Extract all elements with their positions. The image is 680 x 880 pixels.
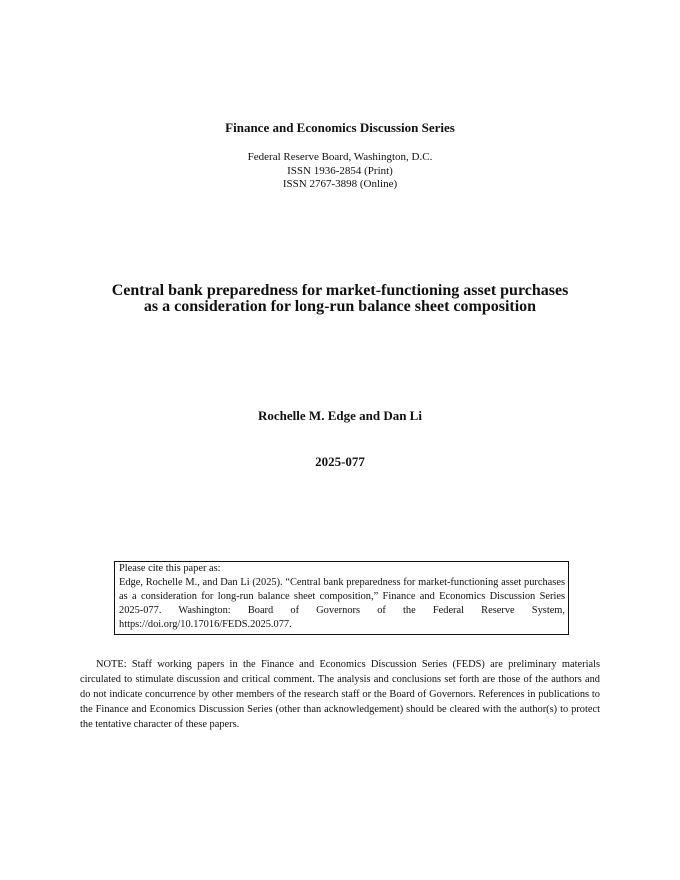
publication-info [0,151,680,192]
issn-print: ISSN 1936-2854 (Print) [287,164,393,177]
authors: Rochelle M. Edge and Dan Li [258,408,422,423]
paper-number: 2025-077 [315,454,365,469]
citation-intro: Please cite this paper as: [119,563,221,574]
publisher: Federal Reserve Board, Washington, D.C. [247,151,433,163]
paper-title-line-2: as a consideration for long-run balance sheet composition [143,298,537,315]
citation-box [114,561,569,635]
paper-title [0,283,680,315]
series-title: Finance and Economics Discussion Series [225,120,455,135]
issn-online: ISSN 2767-3898 (Online) [282,178,398,190]
paper-title-line-1: Central bank preparedness for market-functioning asset purchases [111,282,569,299]
citation-text: Edge, Rochelle M., and Dan Li (2025). “Central bank preparedness for market-functioning asset purchases as a consideration for long-run balance sheet composition,” Finance and Economics Discussion Series 2025-077. Washington: Board of Governors of the Federal Reserve System, https://doi.org/10.17016/FEDS.2025.077. [119,577,565,630]
disclaimer-note: NOTE: Staff working papers in the Finance and Economics Discussion Series (FEDS) are preliminary materials circulated to stimulate discussion and critical comment. The analysis and conclusions set forth are those of the authors and do not indicate concurrence by other members of the research staff or the Board of Governors. References in publications to the Finance and Economics Discussion Series (other than acknowledgement) should be cleared with the author(s) to protect the tentative character of these papers. [80,659,600,730]
